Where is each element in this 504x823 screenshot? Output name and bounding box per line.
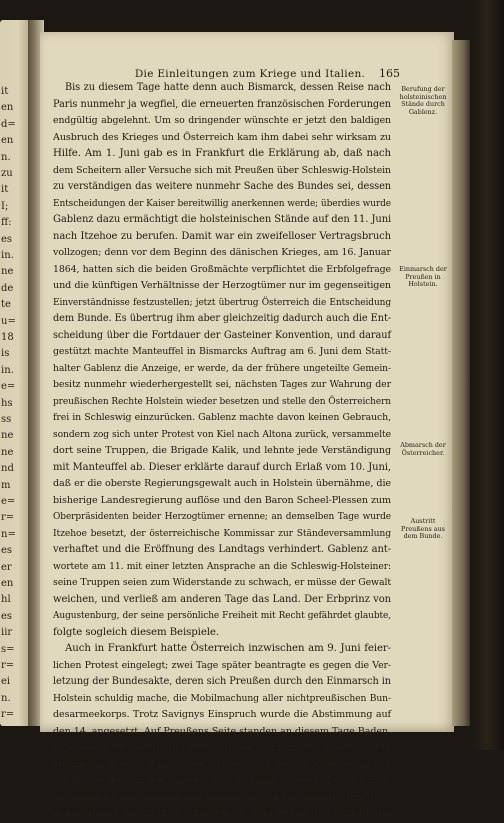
margin-note-line: Einmarsch der: [399, 265, 447, 273]
facing-page-fragment: e=: [1, 496, 16, 507]
text-line: Paris nunmehr ja wegfiel, die erneuerten französischen Forderungen: [53, 98, 391, 110]
text-line: verhaftet und die Eröffnung des Landtags verhindert. Gablenz ant-: [53, 544, 391, 555]
text-line: dem Bunde. Es übertrug ihm aber gleichzeitig dadurch auch die Ent-: [53, 313, 391, 324]
facing-page-fragment: n.: [1, 692, 11, 704]
text-line: bisherige Landesregierung auflöse und den Baron Scheel-Plessen zum: [53, 494, 391, 506]
facing-page-fragment: de: [1, 282, 14, 294]
text-line: Oberpräsidenten beider Herzogtümer ernenne; an demselben Tage wurde: [53, 512, 391, 522]
text-line: Hilfe. Am 1. Juni gab es in Frankfurt die Erklärung ab, daß nach: [53, 148, 391, 159]
facing-page-fragment: er: [1, 561, 12, 573]
facing-page-fragment: ff:: [1, 217, 12, 229]
text-line: Auch in Frankfurt hatte Österreich inzwischen am 9. Juni feier-: [65, 643, 391, 654]
facing-page-fragment: u=: [1, 315, 16, 327]
text-line: der letzteren waren drei Stimmen für, drei gegen den Antrag, die: [53, 808, 391, 819]
text-line: vollzogen; denn vor dem Beginn des dänischen Krieges, am 16. Januar: [53, 247, 391, 258]
margin-note: [394, 86, 452, 116]
text-line: gestützt machte Manteuffel in Bismarcks Auftrag am 6. Juni dem Statt-: [53, 346, 391, 357]
text-line: weichen, und verließ am anderen Tage das Land. Der Erbprinz von: [53, 593, 391, 605]
margin-note-line: Abmarsch der: [400, 441, 446, 449]
text-line: desarmeekorps. Trotz Savignys Einspruch wurde die Abstimmung auf: [53, 709, 391, 720]
text-line: und die künftigen Verhältnisse der Herzogtümer nur im gegenseitigen: [53, 280, 391, 291]
text-line: seine Truppen seien zum Widerstande zu schwach, er müsse der Gewalt: [53, 577, 392, 588]
margin-note: [394, 266, 452, 289]
running-head: Die Einleitungen zum Kriege und Italien.: [134, 68, 366, 80]
text-line: endgültig abgelehnt. Um so dringender wünschte er jetzt den baldigen: [53, 115, 391, 126]
facing-page-fragment: it: [1, 86, 9, 97]
facing-page-fragment: in.: [1, 250, 14, 261]
text-line: Bis zu diesem Tage hatte denn auch Bismarck, dessen Reise nach: [65, 82, 391, 93]
facing-page-fragment: nd: [1, 463, 14, 475]
text-line: nach Itzehoe zu berufen. Damit war ein zweifelloser Vertragsbruch: [53, 230, 391, 242]
facing-page-fragment: ss: [1, 414, 12, 425]
facing-page-fragment: es: [1, 233, 13, 245]
facing-page-fragment: hs: [1, 397, 13, 409]
margin-note-line: Preußens aus: [401, 524, 445, 533]
body-text: [53, 80, 391, 823]
text-line: scheidung über die Fortdauer der Gasteiner Konvention, und darauf: [53, 329, 391, 341]
facing-page: [0, 20, 30, 726]
margin-note-line: Gablenz.: [408, 107, 438, 116]
text-line: Augustenburg, der seine persönliche Freiheit mit Recht gefährdet glaubte,: [53, 611, 391, 621]
text-line: scheidung lag bei Braunschweig-Nassau und der Fürstenkurie; innerhalb: [53, 791, 391, 803]
text-line: wortete am 11. mit einer letzten Ansprache an die Schleswig-Holsteiner:: [53, 560, 391, 572]
facing-page-fragment: es: [1, 545, 13, 557]
text-line: daß er die oberste Regierungsgewalt auch in Holstein übernähme, die: [53, 478, 391, 489]
text-line: frei in Schleswig einzurücken. Gablenz machte davon keinen Gebrauch,: [53, 412, 391, 423]
margin-note: [394, 518, 452, 541]
facing-page-fragment: m: [1, 479, 11, 491]
text-line: Meiningen, die drei Hansestädte, zu Österreich die vier Königreiche, und: [53, 758, 391, 770]
facing-page-fragment: d=: [1, 118, 16, 130]
text-line: Ausbruch des Krieges und Österreich kam ihm dabei sehr wirksam zu: [53, 131, 391, 143]
margin-note-line: Preußen in: [405, 272, 441, 281]
book-cover: [470, 0, 504, 750]
facing-page-fragment: e=: [1, 381, 16, 393]
text-line: besitz nunmehr wiederhergestellt sei, nächsten Tages zur Wahrung der: [53, 379, 391, 390]
facing-page-fragment: iir: [1, 627, 13, 639]
text-line: Holstein schuldig mache, die Mobilmachung aller nichtpreußischen Bun-: [53, 692, 391, 704]
text-line: lichen Protest eingelegt; zwei Tage später beantragte es gegen die Ver-: [53, 659, 391, 671]
facing-page-fragment: zu: [1, 168, 13, 179]
margin-note-line: Österreicher.: [401, 448, 445, 457]
text-line: folgte sogleich diesem Beispiele.: [53, 626, 219, 638]
text-line: Einverständnisse festzustellen; jetzt übertrug Österreich die Entscheidung: [53, 297, 391, 308]
margin-note-line: dem Bunde.: [403, 532, 443, 541]
facing-page-fragment: 18: [1, 332, 14, 343]
facing-page-fragment: ne: [1, 266, 14, 278]
facing-page-fragment: hl: [1, 594, 11, 606]
page-edge: [452, 40, 472, 726]
text-line: dem Scheitern aller Versuche sich mit Preußen über Schleswig-Holstein: [53, 164, 391, 176]
facing-page-fragment: n.: [1, 151, 11, 163]
facing-page-fragment: ne: [1, 430, 14, 442]
facing-page-fragment: I;: [1, 200, 9, 212]
text-line: zu verständigen das weitere nunmehr Sache des Bundes sei, dessen: [53, 181, 391, 192]
facing-page-fragment: in.: [1, 364, 14, 376]
margin-note-line: holsteinischen: [399, 92, 447, 101]
text-line: preußischen Rechte Holstein wieder besetzen und stelle den Österreichern: [53, 396, 391, 407]
text-line: Entscheidungen der Kaiser bereitwillig anerkennen werde; überdies wurde: [53, 198, 391, 209]
page-number: 165: [379, 67, 400, 80]
text-line: sondern zog sich unter Protest von Kiel nach Altona zurück, versammelte: [53, 428, 391, 440]
facing-page-fragment: it: [1, 184, 9, 196]
facing-page-fragment: en: [1, 135, 14, 147]
text-line: 1864, hatten sich die beiden Großmächte verpflichtet die Erbfolgefrage: [53, 263, 391, 275]
facing-page-fragment: r=: [1, 512, 15, 524]
margin-note: [394, 442, 452, 457]
facing-page-fragment: ne: [1, 446, 14, 458]
facing-page-fragment: ei: [1, 676, 11, 688]
facing-page-fragment: n=: [1, 528, 16, 540]
facing-page-fragment: en: [1, 102, 14, 114]
text-line: die beiden Hessen; das waren sieben Stimmen gegen sieben. Die Ent-: [53, 775, 391, 786]
text-line: halter Gablenz die Anzeige, er werde, da der frühere ungeteilte Gemein-: [53, 362, 391, 374]
text-line: Gablenz dazu ermächtigt die holsteinischen Stände auf den 11. Juni: [53, 214, 392, 225]
text-line: mit Manteuffel ab. Dieser erklärte darauf durch Erlaß vom 10. Juni,: [53, 461, 391, 473]
facing-page-fragment: te: [1, 299, 11, 311]
facing-page-fragment: en: [1, 578, 14, 589]
facing-page-fragment: is: [1, 348, 10, 360]
text-line: den 14. angesetzt. Auf Preußens Seite standen an diesem Tage Baden,: [53, 725, 391, 737]
text-line: Itzehoe besetzt, der österreichische Kommissar zur Ständeversammlung: [53, 527, 391, 539]
margin-note-line: Holstein.: [408, 280, 438, 289]
text-line: dort seine Truppen, die Brigade Kalik, und lehnte jede Verständigung: [53, 445, 391, 456]
text-line: letzung der Bundesakte, deren sich Preußen durch den Einmarsch in: [53, 676, 391, 687]
text-line: Luxemburg, Mecklenburg, Oldenburg, die thüringischen Staaten außer: [53, 742, 391, 753]
facing-page-fragment: es: [1, 610, 13, 622]
facing-page-fragment: s=: [1, 643, 15, 655]
margin-note-line: Austritt: [410, 517, 436, 525]
margin-note-line: Berufung der: [401, 85, 445, 93]
facing-page-fragment: r=: [1, 660, 15, 671]
facing-page-fragment: r=: [1, 709, 15, 721]
margin-note-line: Stände durch: [401, 100, 445, 109]
